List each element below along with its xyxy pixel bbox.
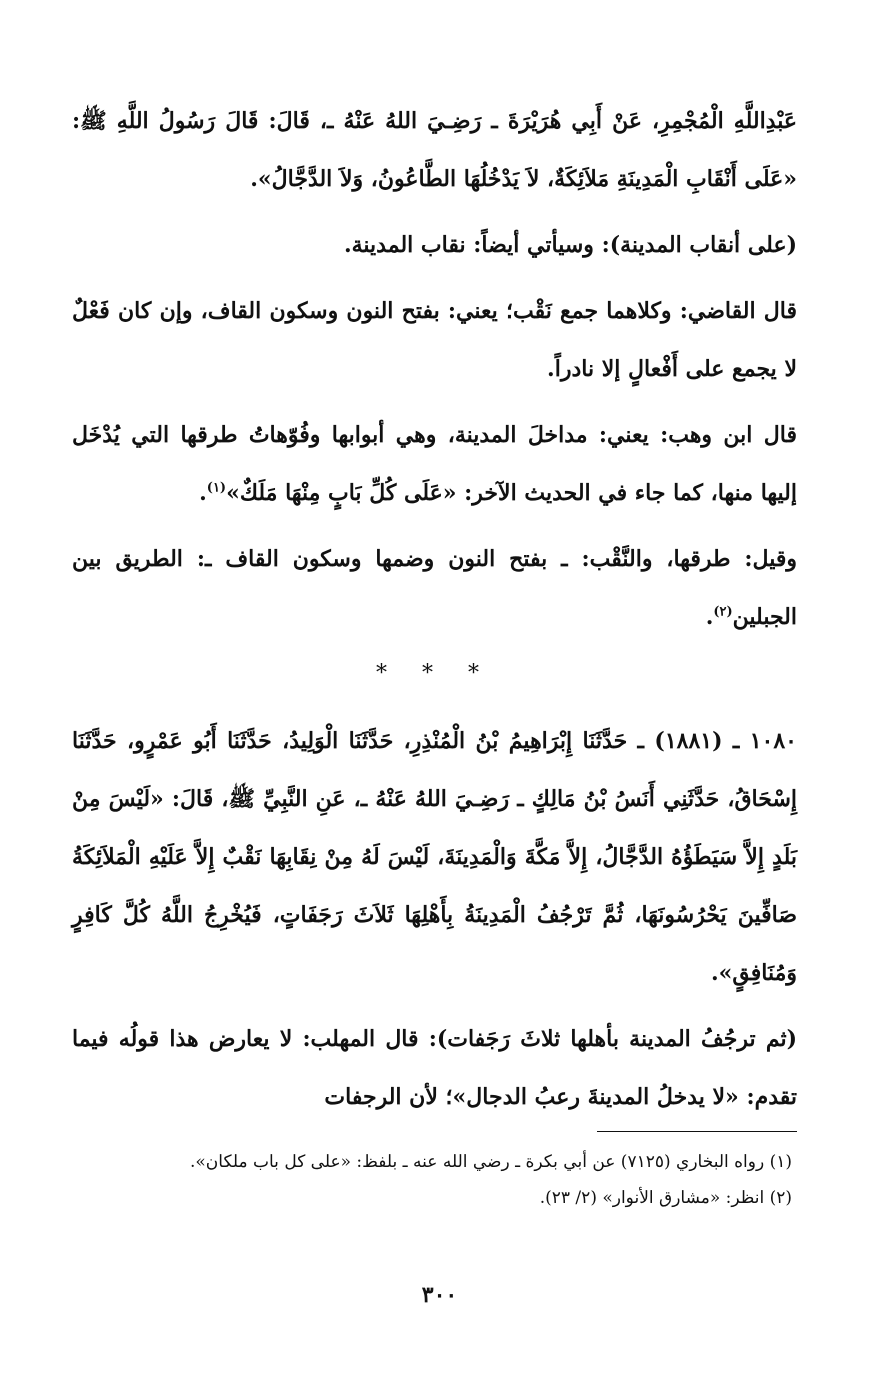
paragraph-hadith-continuation: عَبْدِاللَّهِ الْمُجْمِرِ، عَنْ أَبِي هُرَيْرَةَ ـ رَضِـيَ اللهُ عَنْهُ ـ، قَالَ: قَالَ رَسُولُ اللَّهِ ﷺ: «عَلَى أَنْقَابِ الْمَدِينَةِ مَلاَئِكَةٌ، لاَ يَدْخُلُهَا الطَّاعُونُ، وَلاَ الدَّجَّالُ». [72, 108, 797, 192]
paragraph-qadi-note: قال القاضي: وكلاهما جمع نَقْب؛ يعني: بفتح النون وسكون القاف، وإن كان فَعْلٌ لا يجمع على أَفْعالٍ إلا نادراً. [72, 298, 797, 382]
footnote-divider [597, 1131, 797, 1132]
paragraph-ibn-wahb-text: قال ابن وهب: يعني: مداخلَ المدينة، وهي أبوابها وفُوّهاتُ طرقها التي يُدْخَل إليها منها، كما جاء في الحديث الآخر: «عَلَى كُلِّ بَابٍ مِنْهَا مَلَكٌ» [72, 422, 797, 506]
page-body [72, 92, 797, 1134]
page-number: ٣٠٠ [421, 1282, 458, 1308]
footnote-1: (١) رواه البخاري (٧١٢٥) عن أبي بكرة ـ رضي الله عنه ـ بلفظ: «على كل باب ملكان». [190, 1152, 792, 1172]
paragraph-anqab-note: (على أنقاب المدينة): وسيأتي أيضاً: نقاب المدينة. [343, 232, 797, 258]
paragraph-naqb-note: وقيل: طرقها، والنَّقْب: ـ بفتح النون وضمها وسكون القاف ـ: الطريق بين الجبلين$^{(٢)}$. [72, 546, 797, 630]
footnote-reference-1: (١) [206, 480, 227, 496]
section-separator: * * * [376, 661, 493, 686]
footnote-reference-2: (٢) [713, 604, 733, 620]
commentary-paragraph: (ثم ترجُفُ المدينة بأهلها ثلاثَ رَجَفات): قال المهلب: لا يعارض هذا قولُه فيما تقدم: «لا يدخلُ المدينةَ رعبُ الدجال»؛ لأن الرجفات [72, 1026, 797, 1110]
footnote-2: (٢) انظر: «مشارق الأنوار» (٢/ ٢٣). [539, 1188, 792, 1208]
paragraph-ibn-wahb-note: قال ابن وهب: يعني: مداخلَ المدينة، وهي أبوابها وفُوّهاتُ طرقها التي يُدْخَل إليها منها، كما جاء في الحديث الآخر: «عَلَى كُلِّ بَابٍ مِنْهَا مَلَكٌ»$^{(١)}$. [72, 422, 797, 506]
hadith-1080: ١٠٨٠ ـ (١٨٨١) ـ حَدَّثَنَا إِبْرَاهِيمُ بْنُ الْمُنْذِرِ، حَدَّثَنَا الْوَلِيدُ، حَدَّثَنَا أَبُو عَمْرٍو، حَدَّثَنَا إِسْحَاقُ، حَدَّثَنِي أَنَسُ بْنُ مَالِكٍ ـ رَضِـيَ اللهُ عَنْهُ ـ، عَنِ النَّبِيِّ ﷺ، قَالَ: «لَيْسَ مِنْ بَلَدٍ إِلاَّ سَيَطَؤُهُ الدَّجَّالُ، إِلاَّ مَكَّةَ وَالْمَدِينَةَ، لَيْسَ لَهُ مِنْ نِقَابِهَا نَقْبٌ إِلاَّ عَلَيْهِ الْمَلاَئِكَةُ صَافِّينَ يَحْرُسُونَهَا، ثُمَّ تَرْجُفُ الْمَدِينَةُ بِأَهْلِهَا ثَلاَثَ رَجَفَاتٍ، فَيُخْرِجُ اللَّهُ كُلَّ كَافِرٍ وَمُنَافِقٍ». [72, 728, 797, 986]
paragraph-naqb-text: وقيل: طرقها، والنَّقْب: ـ بفتح النون وضمها وسكون القاف ـ: الطريق بين الجبلين [72, 546, 797, 630]
footnotes [80, 1144, 792, 1216]
